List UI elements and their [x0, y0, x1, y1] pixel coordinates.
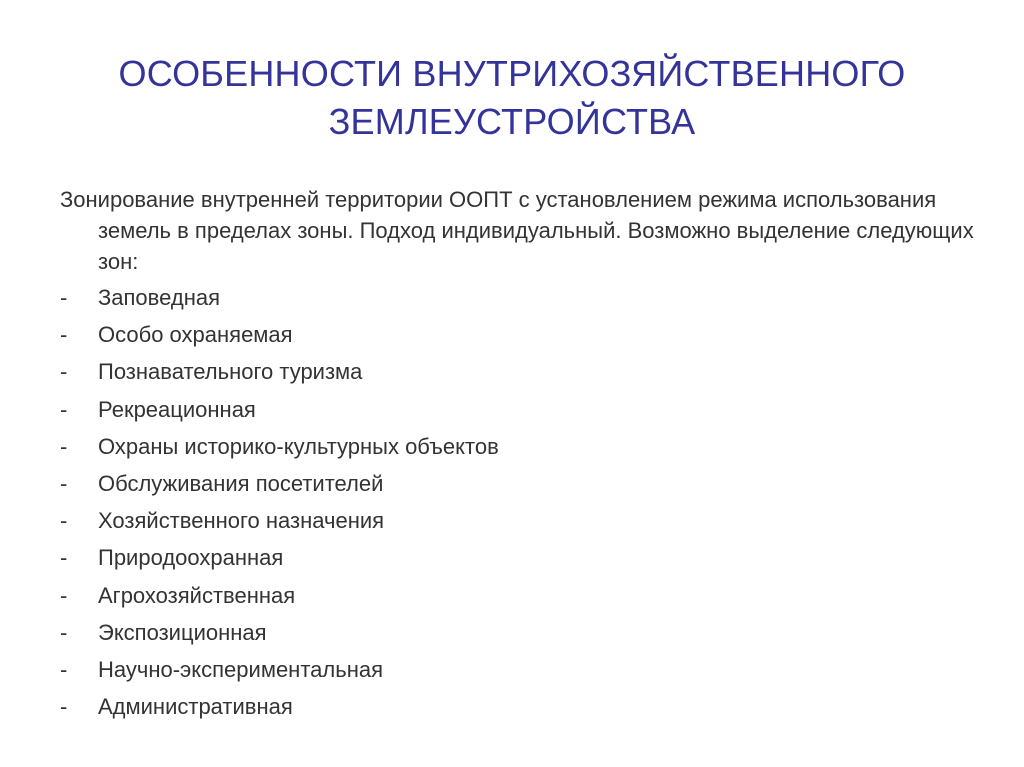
list-item	[60, 579, 960, 616]
list-item	[60, 393, 960, 430]
bullet-dash: -	[60, 396, 68, 422]
zone-label: Природоохранная	[98, 545, 284, 571]
bullet-dash: -	[60, 285, 68, 310]
bullet-dash: -	[60, 545, 68, 571]
zone-label: Познавательного туризма	[98, 359, 363, 385]
bullet-dash: -	[60, 582, 68, 608]
slide-title	[0, 50, 1024, 146]
zone-label: Административная	[98, 694, 293, 720]
zone-label: Научно-экспериментальная	[98, 656, 383, 682]
zone-label: Рекреационная	[98, 396, 256, 422]
bullet-dash: -	[60, 694, 68, 720]
list-item	[60, 355, 960, 392]
zone-label: Охраны историко-культурных объектов	[98, 433, 499, 459]
bullet-dash: -	[60, 656, 68, 682]
bullet-dash: -	[60, 470, 68, 496]
intro-paragraph: Зонирование внутренней территории ООПТ с установлением режима использования земель в пределах зоны. Подход индивидуальный. Возможно выделение следующих зон:	[60, 187, 974, 274]
list-item	[60, 653, 960, 690]
list-item	[60, 541, 960, 578]
list-item	[60, 318, 960, 355]
zone-list	[60, 281, 960, 727]
zone-label: Хозяйственного назначения	[98, 508, 385, 534]
list-item	[60, 504, 960, 541]
bullet-dash: -	[60, 322, 68, 348]
bullet-dash: -	[60, 359, 68, 385]
title-line-1: ОСОБЕННОСТИ ВНУТРИХОЗЯЙСТВЕННОГО	[118, 53, 906, 94]
zone-label: Заповедная	[98, 285, 220, 310]
zone-label: Агрохозяйственная	[98, 582, 296, 608]
list-item	[60, 690, 960, 727]
list-item	[60, 430, 960, 467]
list-item	[60, 281, 960, 318]
title-line-2: ЗЕМЛЕУСТРОЙСТВА	[328, 101, 696, 142]
zone-label: Обслуживания посетителей	[98, 470, 384, 496]
zone-label: Особо охраняемая	[98, 322, 293, 348]
bullet-dash: -	[60, 433, 68, 459]
bullet-dash: -	[60, 619, 68, 645]
zone-label: Экспозиционная	[98, 619, 267, 645]
list-item	[60, 616, 960, 653]
bullet-dash: -	[60, 508, 68, 534]
list-item	[60, 467, 960, 504]
